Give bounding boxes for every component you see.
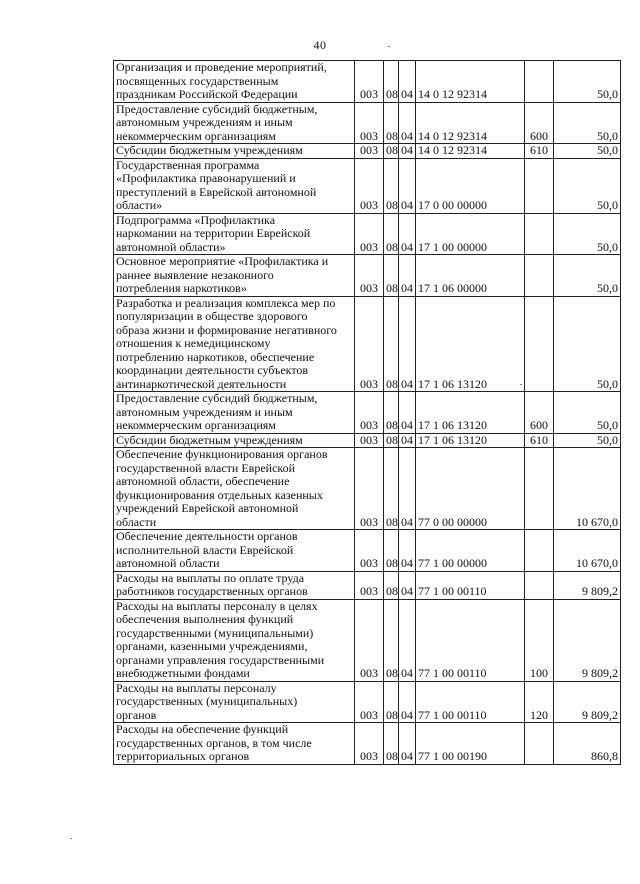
expense-name-line: внебюджетными фондами (116, 666, 250, 680)
section-code-cell: 08 (384, 433, 399, 448)
expense-name-line: Расходы на выплаты персоналу в целях (116, 599, 318, 613)
expense-name-line: Основное мероприятие «Профилактика и (116, 254, 329, 268)
expense-name-line: некоммерческим организациям (116, 418, 276, 432)
expense-type-cell (525, 571, 554, 599)
expense-name-line: Предоставление субсидий бюджетным, (116, 102, 318, 116)
subsection-code-cell: 04 (399, 296, 416, 392)
section-code-cell: 08 (384, 599, 399, 681)
expense-name-cell (114, 213, 355, 255)
table-row (114, 61, 621, 103)
grbs-code-cell: 003 (355, 530, 384, 572)
expense-name-cell (114, 255, 355, 297)
grbs-code-cell: 003 (355, 144, 384, 159)
table-row (114, 571, 621, 599)
scan-speck (70, 838, 72, 839)
target-article-cell: 77 0 00 00000 (416, 448, 525, 530)
expense-name-cell (114, 433, 355, 448)
expense-name-line: антинаркотической деятельности (116, 376, 287, 391)
table-row (114, 158, 621, 213)
amount-cell: 9 809,2 (554, 681, 621, 723)
subsection-code-cell: 04 (399, 723, 416, 765)
table-row (114, 723, 621, 765)
expense-name-line: потребления наркотиков» (116, 281, 247, 295)
expense-name-line: популяризации в обществе здорового (116, 309, 308, 323)
expense-name-line: автономным учреждениям и иным (116, 115, 293, 129)
target-article-cell: 77 1 00 00110 (416, 599, 525, 681)
subsection-code-cell: 04 (399, 599, 416, 681)
expense-name-cell (114, 296, 355, 392)
expense-name-line: области» (116, 198, 163, 212)
expense-name-line: Государственная программа (116, 158, 260, 172)
grbs-code-cell: 003 (355, 448, 384, 530)
amount-cell: 50,0 (554, 296, 621, 392)
section-code-cell: 08 (384, 213, 399, 255)
amount-cell: 50,0 (554, 433, 621, 448)
target-article-cell: 14 0 12 92314 (416, 61, 525, 103)
subsection-code-cell: 04 (399, 681, 416, 723)
expense-name-line: Расходы на выплаты персоналу (116, 681, 277, 695)
subsection-code-cell: 04 (399, 213, 416, 255)
section-code-cell: 08 (384, 102, 399, 144)
expense-name-line: работников государственных органов (116, 584, 308, 598)
expense-type-cell (525, 213, 554, 255)
target-article-cell: 14 0 12 92314 (416, 102, 525, 144)
target-article-cell: 77 1 00 00110 (416, 681, 525, 723)
expense-name-cell (114, 102, 355, 144)
expense-name-cell (114, 61, 355, 103)
target-article-cell: 17 1 06 13120 (416, 433, 525, 448)
expense-name-line: раннее выявление незаконного (116, 267, 274, 282)
grbs-code-cell: 003 (355, 255, 384, 297)
expense-name-line: обеспечения выполнения функций (116, 612, 294, 626)
subsection-code-cell: 04 (399, 571, 416, 599)
expense-name-cell (114, 448, 355, 530)
expense-name-line: отношения к немедицинскому (116, 336, 271, 350)
expense-name-line: Разработка и реализация комплекса мер по (116, 296, 336, 310)
expense-name-line: образа жизни и формирование негативного (116, 322, 337, 337)
section-code-cell: 08 (384, 448, 399, 530)
section-code-cell: 08 (384, 61, 399, 103)
expense-name-line: некоммерческим организациям (116, 128, 276, 143)
expense-name-line: государственной власти Еврейской (116, 460, 296, 475)
table-row (114, 255, 621, 297)
scan-speck (388, 46, 390, 47)
section-code-cell: 08 (384, 158, 399, 213)
expense-name-line: «Профилактика правонарушений и (116, 171, 296, 185)
scan-speck (520, 384, 522, 385)
expense-type-cell (525, 530, 554, 572)
grbs-code-cell: 003 (355, 392, 384, 434)
expense-type-cell (525, 296, 554, 392)
section-code-cell: 08 (384, 296, 399, 392)
expense-type-cell: 600 (525, 102, 554, 144)
expense-name-line: Расходы на обеспечение функций (116, 722, 289, 736)
expense-name-line: области (116, 514, 157, 529)
section-code-cell: 08 (384, 530, 399, 572)
expense-name-line: Обеспечение функционирования органов (116, 447, 328, 461)
expense-type-cell (525, 723, 554, 765)
target-article-cell: 17 1 06 00000 (416, 255, 525, 297)
expense-name-line: исполнительной власти Еврейской (116, 542, 294, 557)
expense-name-line: Предоставление субсидий бюджетным, (116, 391, 318, 405)
grbs-code-cell: 003 (355, 433, 384, 448)
amount-cell: 50,0 (554, 158, 621, 213)
expense-name-line: Субсидии бюджетным учреждениям (116, 433, 303, 447)
expense-type-cell: 600 (525, 392, 554, 434)
amount-cell: 860,8 (554, 723, 621, 765)
expense-name-line: учреждений Еврейской автономной (116, 501, 299, 515)
expense-type-cell: 120 (525, 681, 554, 723)
expense-name-cell (114, 723, 355, 765)
subsection-code-cell: 04 (399, 61, 416, 103)
subsection-code-cell: 04 (399, 255, 416, 297)
table-row (114, 599, 621, 681)
grbs-code-cell: 003 (355, 213, 384, 255)
expense-type-cell (525, 448, 554, 530)
table-row (114, 448, 621, 530)
target-article-cell: 17 1 06 13120 (416, 392, 525, 434)
expense-name-line: наркомании на территории Еврейской (116, 226, 311, 240)
expense-name-line: органов (116, 707, 157, 722)
expense-type-cell: 610 (525, 433, 554, 448)
expense-name-line: автономным учреждениям и иным (116, 404, 293, 419)
expense-name-line: посвященных государственным (116, 73, 279, 88)
grbs-code-cell: 003 (355, 599, 384, 681)
table-row (114, 102, 621, 144)
expense-type-cell (525, 255, 554, 297)
target-article-cell: 77 1 00 00110 (416, 571, 525, 599)
table-row (114, 296, 621, 392)
section-code-cell: 08 (384, 571, 399, 599)
expense-name-cell (114, 599, 355, 681)
expense-name-line: координации деятельности субъектов (116, 363, 309, 377)
expense-name-line: органами управления государственными (116, 652, 325, 667)
expense-name-line: потреблению наркотиков, обеспечение (116, 349, 315, 364)
amount-cell: 50,0 (554, 102, 621, 144)
expense-type-cell (525, 158, 554, 213)
subsection-code-cell: 04 (399, 433, 416, 448)
expense-name-cell (114, 681, 355, 723)
section-code-cell: 08 (384, 723, 399, 765)
expense-name-line: Расходы на выплаты по оплате труда (116, 571, 305, 585)
expense-name-line: государственными (муниципальными) (116, 625, 314, 640)
table-row (114, 392, 621, 434)
expense-name-line: Субсидии бюджетным учреждениям (116, 143, 303, 157)
expense-name-cell (114, 571, 355, 599)
expense-name-line: государственных органов, в том числе (116, 735, 312, 750)
amount-cell: 10 670,0 (554, 530, 621, 572)
page-number: 40 (313, 38, 327, 52)
grbs-code-cell: 003 (355, 681, 384, 723)
amount-cell: 10 670,0 (554, 448, 621, 530)
grbs-code-cell: 003 (355, 61, 384, 103)
expense-name-line: праздникам Российской Федерации (116, 87, 298, 101)
table-row (114, 144, 621, 159)
table-row (114, 213, 621, 255)
budget-table-body (114, 61, 621, 765)
grbs-code-cell: 003 (355, 296, 384, 392)
expense-name-cell (114, 158, 355, 213)
expense-name-line: Организация и проведение мероприятий, (116, 60, 327, 74)
subsection-code-cell: 04 (399, 392, 416, 434)
grbs-code-cell: 003 (355, 723, 384, 765)
grbs-code-cell: 003 (355, 571, 384, 599)
section-code-cell: 08 (384, 681, 399, 723)
subsection-code-cell: 04 (399, 158, 416, 213)
expense-name-line: автономной области (116, 556, 220, 570)
expense-name-line: автономной области» (116, 239, 226, 254)
expense-name-cell (114, 144, 355, 159)
expense-name-line: функционирования отдельных казенных (116, 487, 323, 502)
expense-type-cell: 610 (525, 144, 554, 159)
expense-name-line: автономной области, обеспечение (116, 474, 290, 488)
target-article-cell: 14 0 12 92314 (416, 144, 525, 159)
section-code-cell: 08 (384, 144, 399, 159)
table-row (114, 433, 621, 448)
amount-cell: 50,0 (554, 144, 621, 159)
budget-table (113, 60, 621, 765)
expense-name-line: Обеспечение деятельности органов (116, 529, 298, 543)
expense-name-cell (114, 530, 355, 572)
expense-type-cell: 100 (525, 599, 554, 681)
amount-cell: 9 809,2 (554, 571, 621, 599)
section-code-cell: 08 (384, 255, 399, 297)
expense-name-line: преступлений в Еврейской автономной (116, 184, 317, 199)
expense-name-line: Подпрограмма «Профилактика (116, 213, 276, 227)
subsection-code-cell: 04 (399, 144, 416, 159)
amount-cell: 50,0 (554, 255, 621, 297)
amount-cell: 50,0 (554, 213, 621, 255)
subsection-code-cell: 04 (399, 448, 416, 530)
amount-cell: 50,0 (554, 392, 621, 434)
target-article-cell: 17 0 00 00000 (416, 158, 525, 213)
subsection-code-cell: 04 (399, 102, 416, 144)
section-code-cell: 08 (384, 392, 399, 434)
expense-name-line: органами, казенными учреждениями, (116, 639, 308, 653)
amount-cell: 50,0 (554, 61, 621, 103)
target-article-cell: 77 1 00 00190 (416, 723, 525, 765)
expense-type-cell (525, 61, 554, 103)
amount-cell: 9 809,2 (554, 599, 621, 681)
expense-name-line: территориальных органов (116, 749, 250, 763)
expense-name-line: государственных (муниципальных) (116, 694, 298, 708)
table-row (114, 530, 621, 572)
target-article-cell: 17 1 06 13120 (416, 296, 525, 392)
table-row (114, 681, 621, 723)
target-article-cell: 17 1 00 00000 (416, 213, 525, 255)
target-article-cell: 77 1 00 00000 (416, 530, 525, 572)
expense-name-cell (114, 392, 355, 434)
subsection-code-cell: 04 (399, 530, 416, 572)
grbs-code-cell: 003 (355, 102, 384, 144)
grbs-code-cell: 003 (355, 158, 384, 213)
